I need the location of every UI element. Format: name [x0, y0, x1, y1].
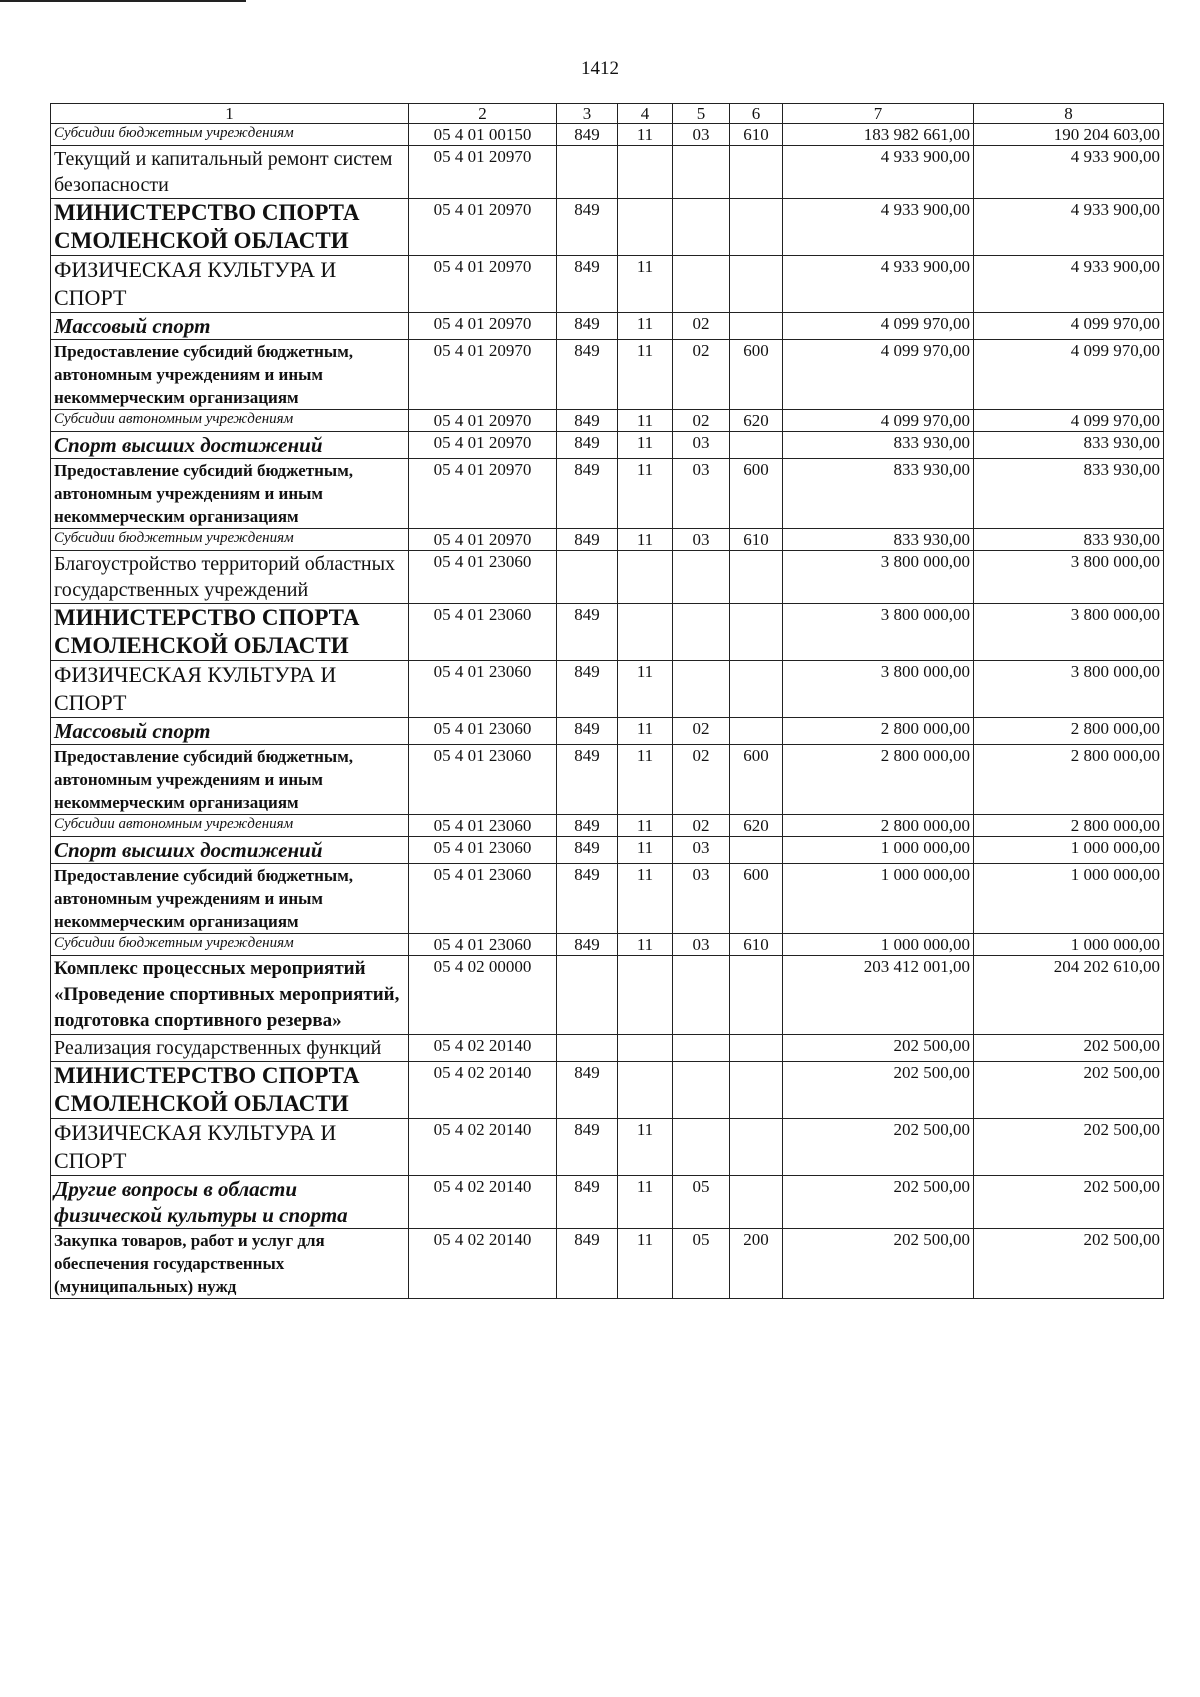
row-name: Предоставление субсидий бюджетным, автономным учреждениям и иным некоммерческим организациям — [51, 459, 409, 529]
table-row — [51, 864, 1164, 934]
amount-year-2: 4 933 900,00 — [974, 199, 1164, 256]
section-code: 11 — [618, 256, 673, 313]
subsection-code: 03 — [673, 934, 730, 956]
expense-type-code — [730, 551, 783, 604]
section-code: 11 — [618, 432, 673, 459]
amount-year-1: 833 930,00 — [783, 432, 974, 459]
subsection-code: 03 — [673, 459, 730, 529]
expense-type-code — [730, 604, 783, 661]
grbs-code: 849 — [557, 432, 618, 459]
row-name: Текущий и капитальный ремонт систем безопасности — [51, 146, 409, 199]
row-name: МИНИСТЕРСТВО СПОРТА СМОЛЕНСКОЙ ОБЛАСТИ — [51, 199, 409, 256]
table-row — [51, 1229, 1164, 1299]
table-row — [51, 146, 1164, 199]
amount-year-1: 202 500,00 — [783, 1229, 974, 1299]
grbs-code: 849 — [557, 313, 618, 340]
grbs-code: 849 — [557, 934, 618, 956]
amount-year-1: 2 800 000,00 — [783, 745, 974, 815]
amount-year-2: 1 000 000,00 — [974, 864, 1164, 934]
subsection-code: 02 — [673, 313, 730, 340]
amount-year-1: 3 800 000,00 — [783, 604, 974, 661]
row-name: Спорт высших достижений — [51, 837, 409, 864]
row-name: МИНИСТЕРСТВО СПОРТА СМОЛЕНСКОЙ ОБЛАСТИ — [51, 604, 409, 661]
grbs-code: 849 — [557, 661, 618, 718]
subsection-code — [673, 551, 730, 604]
column-header: 2 — [409, 104, 557, 124]
row-name: Другие вопросы в области физической культуры и спорта — [51, 1176, 409, 1229]
table-row — [51, 256, 1164, 313]
table-row — [51, 1062, 1164, 1119]
target-code: 05 4 01 23060 — [409, 604, 557, 661]
subsection-code: 03 — [673, 529, 730, 551]
amount-year-2: 190 204 603,00 — [974, 124, 1164, 146]
amount-year-1: 2 800 000,00 — [783, 718, 974, 745]
expense-type-code: 610 — [730, 124, 783, 146]
column-header: 7 — [783, 104, 974, 124]
amount-year-2: 2 800 000,00 — [974, 745, 1164, 815]
amount-year-1: 3 800 000,00 — [783, 661, 974, 718]
grbs-code: 849 — [557, 340, 618, 410]
table-row — [51, 815, 1164, 837]
amount-year-1: 2 800 000,00 — [783, 815, 974, 837]
amount-year-2: 3 800 000,00 — [974, 604, 1164, 661]
subsection-code: 02 — [673, 340, 730, 410]
expense-type-code: 610 — [730, 529, 783, 551]
amount-year-2: 4 933 900,00 — [974, 256, 1164, 313]
subsection-code: 02 — [673, 718, 730, 745]
grbs-code: 849 — [557, 1229, 618, 1299]
section-code — [618, 604, 673, 661]
expense-type-code — [730, 1119, 783, 1176]
grbs-code — [557, 1035, 618, 1062]
page-number: 1412 — [581, 58, 619, 79]
target-code: 05 4 02 20140 — [409, 1119, 557, 1176]
grbs-code: 849 — [557, 199, 618, 256]
target-code: 05 4 01 20970 — [409, 146, 557, 199]
target-code: 05 4 01 23060 — [409, 661, 557, 718]
column-header: 1 — [51, 104, 409, 124]
amount-year-1: 1 000 000,00 — [783, 864, 974, 934]
subsection-code: 02 — [673, 410, 730, 432]
target-code: 05 4 01 23060 — [409, 934, 557, 956]
row-name: Субсидии бюджетным учреждениям — [51, 529, 409, 551]
expense-type-code: 600 — [730, 340, 783, 410]
table-row — [51, 340, 1164, 410]
row-name: Субсидии автономным учреждениям — [51, 410, 409, 432]
row-name: Благоустройство территорий областных государственных учреждений — [51, 551, 409, 604]
grbs-code: 849 — [557, 124, 618, 146]
table-row — [51, 432, 1164, 459]
target-code: 05 4 02 00000 — [409, 956, 557, 1035]
amount-year-1: 4 933 900,00 — [783, 199, 974, 256]
table-row — [51, 199, 1164, 256]
subsection-code — [673, 956, 730, 1035]
budget-table — [50, 103, 1164, 1299]
expense-type-code: 600 — [730, 864, 783, 934]
row-name: Реализация государственных функций — [51, 1035, 409, 1062]
grbs-code: 849 — [557, 1062, 618, 1119]
row-name: Субсидии автономным учреждениям — [51, 815, 409, 837]
target-code: 05 4 01 23060 — [409, 837, 557, 864]
section-code: 11 — [618, 745, 673, 815]
row-name: МИНИСТЕРСТВО СПОРТА СМОЛЕНСКОЙ ОБЛАСТИ — [51, 1062, 409, 1119]
grbs-code: 849 — [557, 718, 618, 745]
row-name: Субсидии бюджетным учреждениям — [51, 124, 409, 146]
table-row — [51, 459, 1164, 529]
target-code: 05 4 01 23060 — [409, 551, 557, 604]
grbs-code — [557, 956, 618, 1035]
grbs-code — [557, 551, 618, 604]
expense-type-code — [730, 1035, 783, 1062]
subsection-code — [673, 1119, 730, 1176]
table-row — [51, 745, 1164, 815]
section-code — [618, 1062, 673, 1119]
amount-year-1: 183 982 661,00 — [783, 124, 974, 146]
table-row — [51, 529, 1164, 551]
column-header: 5 — [673, 104, 730, 124]
amount-year-1: 1 000 000,00 — [783, 934, 974, 956]
row-name: Массовый спорт — [51, 718, 409, 745]
amount-year-2: 833 930,00 — [974, 432, 1164, 459]
subsection-code — [673, 1062, 730, 1119]
subsection-code — [673, 661, 730, 718]
target-code: 05 4 01 20970 — [409, 340, 557, 410]
expense-type-code — [730, 313, 783, 340]
amount-year-1: 1 000 000,00 — [783, 837, 974, 864]
target-code: 05 4 02 20140 — [409, 1035, 557, 1062]
amount-year-1: 4 933 900,00 — [783, 256, 974, 313]
row-name: Комплекс процессных мероприятий «Проведение спортивных мероприятий, подготовка спортивного резерва» — [51, 956, 409, 1035]
expense-type-code — [730, 837, 783, 864]
target-code: 05 4 01 23060 — [409, 718, 557, 745]
table-row — [51, 551, 1164, 604]
subsection-code: 03 — [673, 864, 730, 934]
column-header: 4 — [618, 104, 673, 124]
target-code: 05 4 01 20970 — [409, 313, 557, 340]
grbs-code: 849 — [557, 529, 618, 551]
amount-year-2: 202 500,00 — [974, 1229, 1164, 1299]
expense-type-code — [730, 1062, 783, 1119]
grbs-code: 849 — [557, 459, 618, 529]
table-row — [51, 934, 1164, 956]
table-row — [51, 718, 1164, 745]
target-code: 05 4 01 20970 — [409, 529, 557, 551]
amount-year-1: 202 500,00 — [783, 1176, 974, 1229]
subsection-code: 03 — [673, 837, 730, 864]
subsection-code: 03 — [673, 124, 730, 146]
table-row — [51, 410, 1164, 432]
row-name: ФИЗИЧЕСКАЯ КУЛЬТУРА И СПОРТ — [51, 256, 409, 313]
row-name: Предоставление субсидий бюджетным, автономным учреждениям и иным некоммерческим организациям — [51, 745, 409, 815]
expense-type-code: 620 — [730, 815, 783, 837]
target-code: 05 4 01 20970 — [409, 199, 557, 256]
section-code — [618, 956, 673, 1035]
target-code: 05 4 01 20970 — [409, 459, 557, 529]
row-name: ФИЗИЧЕСКАЯ КУЛЬТУРА И СПОРТ — [51, 1119, 409, 1176]
amount-year-1: 833 930,00 — [783, 459, 974, 529]
amount-year-2: 202 500,00 — [974, 1176, 1164, 1229]
expense-type-code — [730, 146, 783, 199]
amount-year-2: 1 000 000,00 — [974, 934, 1164, 956]
expense-type-code: 610 — [730, 934, 783, 956]
section-code: 11 — [618, 815, 673, 837]
section-code — [618, 1035, 673, 1062]
amount-year-1: 833 930,00 — [783, 529, 974, 551]
table-header-row — [51, 104, 1164, 124]
amount-year-2: 833 930,00 — [974, 529, 1164, 551]
amount-year-2: 204 202 610,00 — [974, 956, 1164, 1035]
section-code: 11 — [618, 529, 673, 551]
expense-type-code — [730, 432, 783, 459]
table-row — [51, 1176, 1164, 1229]
section-code: 11 — [618, 661, 673, 718]
grbs-code: 849 — [557, 745, 618, 815]
grbs-code: 849 — [557, 837, 618, 864]
row-name: Спорт высших достижений — [51, 432, 409, 459]
table-row — [51, 837, 1164, 864]
section-code — [618, 551, 673, 604]
target-code: 05 4 01 20970 — [409, 432, 557, 459]
section-code: 11 — [618, 1176, 673, 1229]
subsection-code: 03 — [673, 432, 730, 459]
section-code: 11 — [618, 124, 673, 146]
table-row — [51, 1035, 1164, 1062]
amount-year-1: 4 933 900,00 — [783, 146, 974, 199]
expense-type-code — [730, 661, 783, 718]
grbs-code — [557, 146, 618, 199]
table-row — [51, 604, 1164, 661]
target-code: 05 4 01 20970 — [409, 256, 557, 313]
row-name: ФИЗИЧЕСКАЯ КУЛЬТУРА И СПОРТ — [51, 661, 409, 718]
subsection-code — [673, 604, 730, 661]
amount-year-1: 4 099 970,00 — [783, 340, 974, 410]
table-body — [51, 124, 1164, 1299]
section-code: 11 — [618, 837, 673, 864]
expense-type-code — [730, 256, 783, 313]
row-name: Предоставление субсидий бюджетным, автономным учреждениям и иным некоммерческим организациям — [51, 864, 409, 934]
grbs-code: 849 — [557, 864, 618, 934]
table-row — [51, 661, 1164, 718]
amount-year-2: 2 800 000,00 — [974, 815, 1164, 837]
amount-year-1: 202 500,00 — [783, 1035, 974, 1062]
grbs-code: 849 — [557, 1119, 618, 1176]
amount-year-1: 4 099 970,00 — [783, 410, 974, 432]
subsection-code — [673, 256, 730, 313]
section-code: 11 — [618, 313, 673, 340]
expense-type-code — [730, 199, 783, 256]
amount-year-2: 4 099 970,00 — [974, 410, 1164, 432]
subsection-code — [673, 146, 730, 199]
expense-type-code: 600 — [730, 459, 783, 529]
section-code: 11 — [618, 340, 673, 410]
section-code: 11 — [618, 864, 673, 934]
amount-year-2: 4 099 970,00 — [974, 340, 1164, 410]
target-code: 05 4 01 20970 — [409, 410, 557, 432]
grbs-code: 849 — [557, 1176, 618, 1229]
subsection-code — [673, 1035, 730, 1062]
section-code: 11 — [618, 1119, 673, 1176]
expense-type-code — [730, 718, 783, 745]
amount-year-2: 4 099 970,00 — [974, 313, 1164, 340]
grbs-code: 849 — [557, 815, 618, 837]
subsection-code: 05 — [673, 1176, 730, 1229]
row-name: Закупка товаров, работ и услуг для обеспечения государственных (муниципальных) нужд — [51, 1229, 409, 1299]
amount-year-1: 202 500,00 — [783, 1119, 974, 1176]
table-row — [51, 956, 1164, 1035]
target-code: 05 4 02 20140 — [409, 1062, 557, 1119]
grbs-code: 849 — [557, 604, 618, 661]
section-code: 11 — [618, 718, 673, 745]
amount-year-2: 833 930,00 — [974, 459, 1164, 529]
amount-year-2: 3 800 000,00 — [974, 661, 1164, 718]
section-code: 11 — [618, 410, 673, 432]
amount-year-1: 203 412 001,00 — [783, 956, 974, 1035]
table-row — [51, 124, 1164, 146]
target-code: 05 4 01 23060 — [409, 815, 557, 837]
table-row — [51, 313, 1164, 340]
subsection-code: 05 — [673, 1229, 730, 1299]
target-code: 05 4 01 23060 — [409, 745, 557, 815]
amount-year-2: 3 800 000,00 — [974, 551, 1164, 604]
amount-year-2: 202 500,00 — [974, 1119, 1164, 1176]
target-code: 05 4 01 23060 — [409, 864, 557, 934]
expense-type-code: 620 — [730, 410, 783, 432]
subsection-code: 02 — [673, 745, 730, 815]
amount-year-2: 202 500,00 — [974, 1035, 1164, 1062]
amount-year-2: 4 933 900,00 — [974, 146, 1164, 199]
column-header: 8 — [974, 104, 1164, 124]
grbs-code: 849 — [557, 410, 618, 432]
column-header: 3 — [557, 104, 618, 124]
section-code: 11 — [618, 934, 673, 956]
amount-year-2: 202 500,00 — [974, 1062, 1164, 1119]
amount-year-2: 1 000 000,00 — [974, 837, 1164, 864]
subsection-code: 02 — [673, 815, 730, 837]
target-code: 05 4 02 20140 — [409, 1176, 557, 1229]
expense-type-code — [730, 1176, 783, 1229]
table-row — [51, 1119, 1164, 1176]
amount-year-1: 202 500,00 — [783, 1062, 974, 1119]
row-name: Предоставление субсидий бюджетным, автономным учреждениям и иным некоммерческим организациям — [51, 340, 409, 410]
section-code: 11 — [618, 459, 673, 529]
subsection-code — [673, 199, 730, 256]
expense-type-code: 200 — [730, 1229, 783, 1299]
top-rule — [0, 0, 246, 2]
section-code — [618, 199, 673, 256]
amount-year-2: 2 800 000,00 — [974, 718, 1164, 745]
section-code — [618, 146, 673, 199]
section-code: 11 — [618, 1229, 673, 1299]
target-code: 05 4 02 20140 — [409, 1229, 557, 1299]
row-name: Массовый спорт — [51, 313, 409, 340]
amount-year-1: 3 800 000,00 — [783, 551, 974, 604]
expense-type-code: 600 — [730, 745, 783, 815]
expense-type-code — [730, 956, 783, 1035]
row-name: Субсидии бюджетным учреждениям — [51, 934, 409, 956]
column-header: 6 — [730, 104, 783, 124]
target-code: 05 4 01 00150 — [409, 124, 557, 146]
amount-year-1: 4 099 970,00 — [783, 313, 974, 340]
grbs-code: 849 — [557, 256, 618, 313]
